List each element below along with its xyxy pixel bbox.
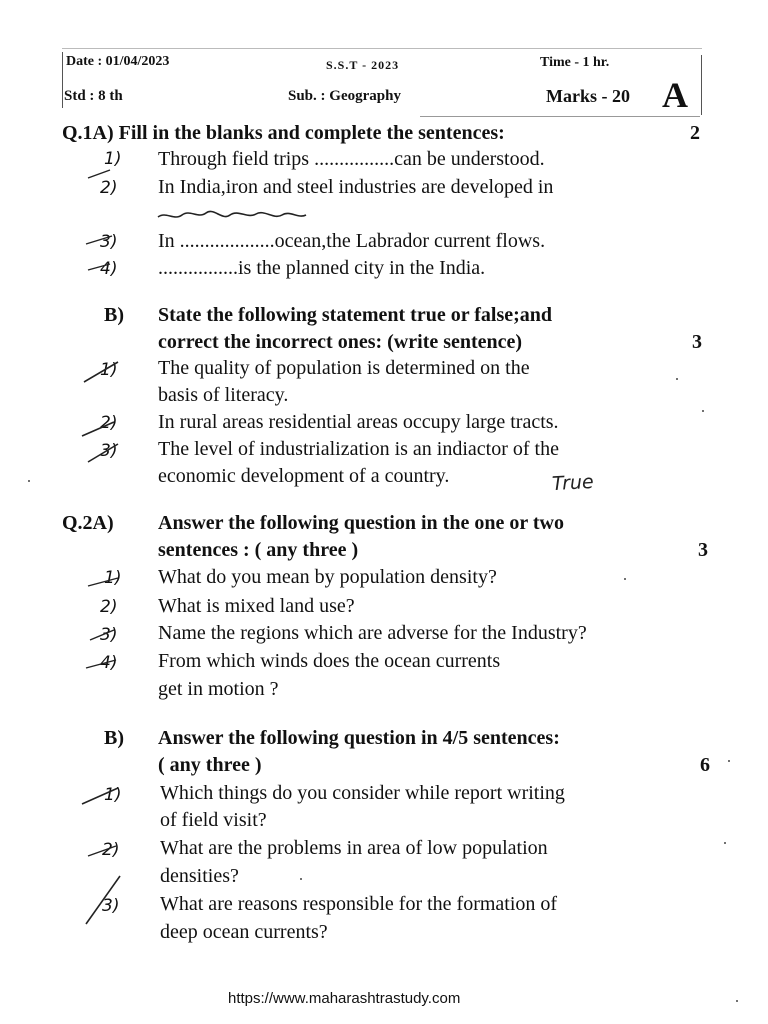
q1b-item-3-number: 3) bbox=[100, 441, 118, 461]
scan-speck bbox=[724, 842, 726, 844]
q1a-item-4-text: ................is the planned city in the India. bbox=[158, 257, 486, 279]
q1b-item-3-line2: economic development of a country. bbox=[158, 465, 450, 487]
scan-speck bbox=[728, 760, 730, 762]
subject: Sub. : Geography bbox=[288, 88, 401, 104]
q2a-item-4-line2: get in motion ? bbox=[158, 678, 279, 700]
q1a-item-1-number: 1) bbox=[104, 149, 122, 169]
q1b-title-line1: State the following statement true or false;and bbox=[158, 304, 553, 326]
q1a-item-2-text: In India,iron and steel industries are developed in bbox=[158, 176, 554, 198]
scan-speck bbox=[300, 878, 302, 880]
q2a-marks: 3 bbox=[698, 539, 708, 561]
q1a-item-2-number: 2) bbox=[100, 178, 118, 198]
q2a-title-line1: Answer the following question in the one or two bbox=[158, 512, 564, 534]
q2a-item-2-line1: What is mixed land use? bbox=[158, 595, 355, 617]
header-bottom-rule bbox=[420, 116, 700, 117]
q2a-item-4-line1: From which winds does the ocean currents bbox=[158, 650, 501, 672]
exam-date: Date : 01/04/2023 bbox=[66, 54, 170, 69]
q2b-marks: 6 bbox=[700, 754, 710, 776]
q2a-label: Q.2A) bbox=[62, 512, 114, 534]
q2b-item-1-line1: Which things do you consider while report writing bbox=[160, 782, 565, 804]
q2a-item-2-number: 2) bbox=[100, 597, 118, 617]
q2b-item-3-line2: deep ocean currents? bbox=[160, 921, 328, 943]
q2b-item-2-line1: What are the problems in area of low population bbox=[160, 837, 548, 859]
paper-set-letter: A bbox=[662, 75, 688, 115]
q2b-title-line1: Answer the following question in 4/5 sentences: bbox=[158, 727, 560, 749]
header-top-rule bbox=[62, 48, 702, 49]
q2a-item-4-number: 4) bbox=[100, 653, 118, 673]
q2b-item-1-line2: of field visit? bbox=[160, 809, 267, 831]
q1b-marks: 3 bbox=[692, 331, 702, 353]
q1b-item-2-line1: In rural areas residential areas occupy large tracts. bbox=[158, 411, 559, 433]
exam-time: Time - 1 hr. bbox=[540, 55, 610, 70]
q1b-item-3-line1: The level of industrialization is an indiactor of the bbox=[158, 438, 559, 460]
q2b-title-line2: ( any three ) bbox=[158, 754, 262, 776]
q2b-item-3-number: 3) bbox=[102, 896, 120, 916]
q2b-item-2-line2: densities? bbox=[160, 865, 239, 887]
q2b-item-3-line1: What are reasons responsible for the formation of bbox=[160, 893, 558, 915]
exam-name: S.S.T - 2023 bbox=[326, 58, 400, 72]
q2a-item-3-line1: Name the regions which are adverse for the Industry? bbox=[158, 622, 587, 644]
scan-speck bbox=[624, 578, 626, 580]
pen-tick-marks bbox=[78, 140, 168, 940]
q1a-title: Q.1A) Fill in the blanks and complete the sentences: bbox=[62, 122, 505, 144]
scan-speck bbox=[676, 378, 678, 380]
handwritten-scribble bbox=[156, 207, 316, 223]
footer-url[interactable]: https://www.maharashtrastudy.com bbox=[228, 990, 461, 1007]
q1a-item-4-number: 4) bbox=[100, 259, 118, 279]
q2a-item-1-number: 1) bbox=[104, 568, 122, 588]
q2b-label: B) bbox=[104, 727, 124, 749]
q1a-item-1-text: Through field trips ................can be understood. bbox=[158, 148, 545, 170]
q2b-item-2-number: 2) bbox=[102, 840, 120, 860]
total-marks: Marks - 20 bbox=[546, 86, 630, 106]
q1b-item-2-number: 2) bbox=[100, 413, 118, 433]
student-std: Std : 8 th bbox=[64, 88, 123, 104]
q1b-item-1-number: 1) bbox=[100, 360, 118, 380]
header-left-rule bbox=[62, 52, 63, 108]
q1a-item-3-text: In ...................ocean,the Labrador current flows. bbox=[158, 230, 546, 252]
q1a-marks: 2 bbox=[690, 122, 700, 144]
q1a-item-3-number: 3) bbox=[100, 232, 118, 252]
q2a-item-3-number: 3) bbox=[100, 625, 118, 645]
scan-speck bbox=[28, 480, 30, 482]
q2b-item-1-number: 1) bbox=[104, 785, 122, 805]
q1b-item-1-line1: The quality of population is determined on the bbox=[158, 357, 530, 379]
scan-speck bbox=[702, 410, 704, 412]
header-side-rule bbox=[701, 55, 702, 115]
handwritten-answer: True bbox=[551, 470, 595, 496]
q1b-label: B) bbox=[104, 304, 124, 326]
q1b-item-1-line2: basis of literacy. bbox=[158, 384, 289, 406]
scan-speck bbox=[736, 1000, 738, 1002]
q2a-item-1-line1: What do you mean by population density? bbox=[158, 566, 497, 588]
q2a-title-line2: sentences : ( any three ) bbox=[158, 539, 359, 561]
q1b-title-line2: correct the incorrect ones: (write sentence) bbox=[158, 331, 523, 353]
